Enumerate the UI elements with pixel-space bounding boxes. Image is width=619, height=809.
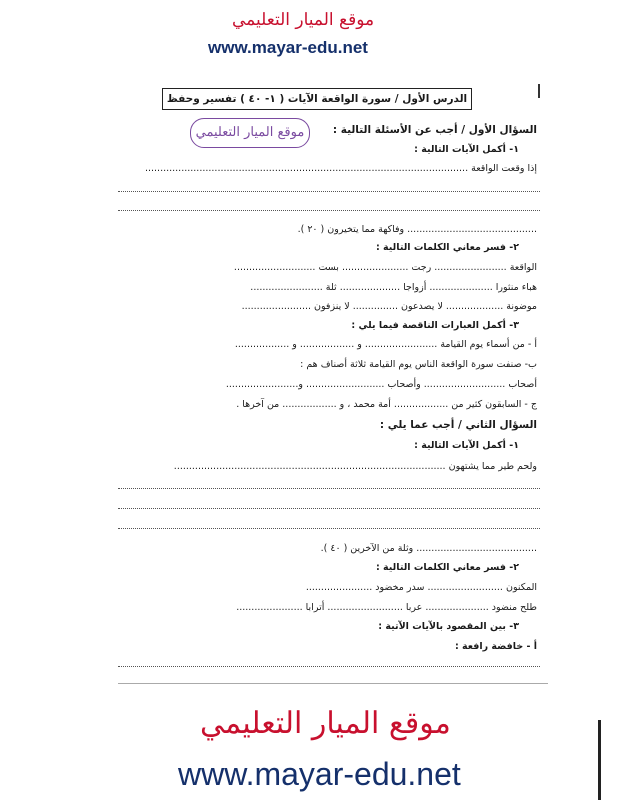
footer-site-name: موقع الميار التعليمي xyxy=(200,706,451,741)
q2-s3-title: ٣- بين المقصود بالآيات الآتية : xyxy=(378,621,519,632)
q2-s1-title: ١- أكمل الآيات التالية : xyxy=(414,440,519,451)
q1-s2-title: ٢- فسر معاني الكلمات التالية : xyxy=(375,242,519,253)
header-site-url[interactable]: www.mayar-edu.net xyxy=(208,38,368,57)
q1-s3-a: أ - من أسماء يوم القيامة ........................ و .................. و .................. xyxy=(234,339,537,350)
footer-site-url[interactable]: www.mayar-edu.net xyxy=(178,756,461,792)
q1-s1-end: ........................................... وفاكهة مما يتخيرون ( ٢٠ ). xyxy=(297,224,537,235)
scan-edge xyxy=(598,720,601,800)
q2-s1-end: ........................................ وثلة من الآخرين ( ٤٠ ). xyxy=(320,543,537,554)
q1-s3-title: ٣- أكمل العبارات الناقصة فيما يلي : xyxy=(351,320,519,331)
answer-line xyxy=(118,191,540,192)
answer-line xyxy=(118,666,540,667)
header-site-name: موقع الميار التعليمي xyxy=(232,10,375,30)
q1-s1-title: ١- أكمل الآيات التالية : xyxy=(414,144,519,155)
page-bottom-rule xyxy=(118,683,548,684)
q1-s1-start: إذا وقعت الواقعة ........................................................................................................... xyxy=(144,163,537,174)
q2-s2-row2: طلح منضود ..................... عربا ......................... أترابا ...................... xyxy=(236,602,537,613)
answer-line xyxy=(118,488,540,489)
answer-line xyxy=(118,508,540,509)
q2-s3-a: أ - خافضة رافعة : xyxy=(454,641,537,652)
q1-s2-row2: هباء منثورا ..................... أزواجا .................... ثلة ........................ xyxy=(250,282,537,293)
q2-title: السؤال الثاني / أجب عما يلي : xyxy=(379,419,537,431)
q1-title: السؤال الأول / أجب عن الأسئلة التالية : xyxy=(332,124,537,136)
q2-s2-title: ٢- فسر معاني الكلمات التالية : xyxy=(375,562,519,573)
q1-s3-b: ب- صنفت سورة الواقعة الناس يوم القيامة ثلاثة أصناف هم : xyxy=(300,359,537,370)
q2-s1-start: ولحم طير مما يشتهون .......................................................................................... xyxy=(173,461,537,472)
answer-line xyxy=(118,210,540,211)
q1-s2-row1: الواقعة ........................ رجت ...................... بست ........................... xyxy=(233,262,537,273)
answer-line xyxy=(118,528,540,529)
lesson-title: الدرس الأول / سورة الواقعة الآيات ( ١- ٤٠ ) تفسير وحفظ xyxy=(162,88,472,110)
q1-s3-b2: أصحاب ........................... وأصحاب .......................... و........................ xyxy=(225,379,537,390)
site-stamp: موقع الميار التعليمي xyxy=(190,118,310,148)
q1-s3-c: ج - السابقون كثير من .................. أمة محمد ، و .................. من آخرها . xyxy=(236,399,537,410)
q1-s2-row3: موضونة ................... لا يصدعون ............... لا ينزفون ....................... xyxy=(241,301,537,312)
page-margin-mark xyxy=(538,84,540,98)
q2-s2-row1: المكنون ......................... سدر مخضود ...................... xyxy=(305,582,537,593)
